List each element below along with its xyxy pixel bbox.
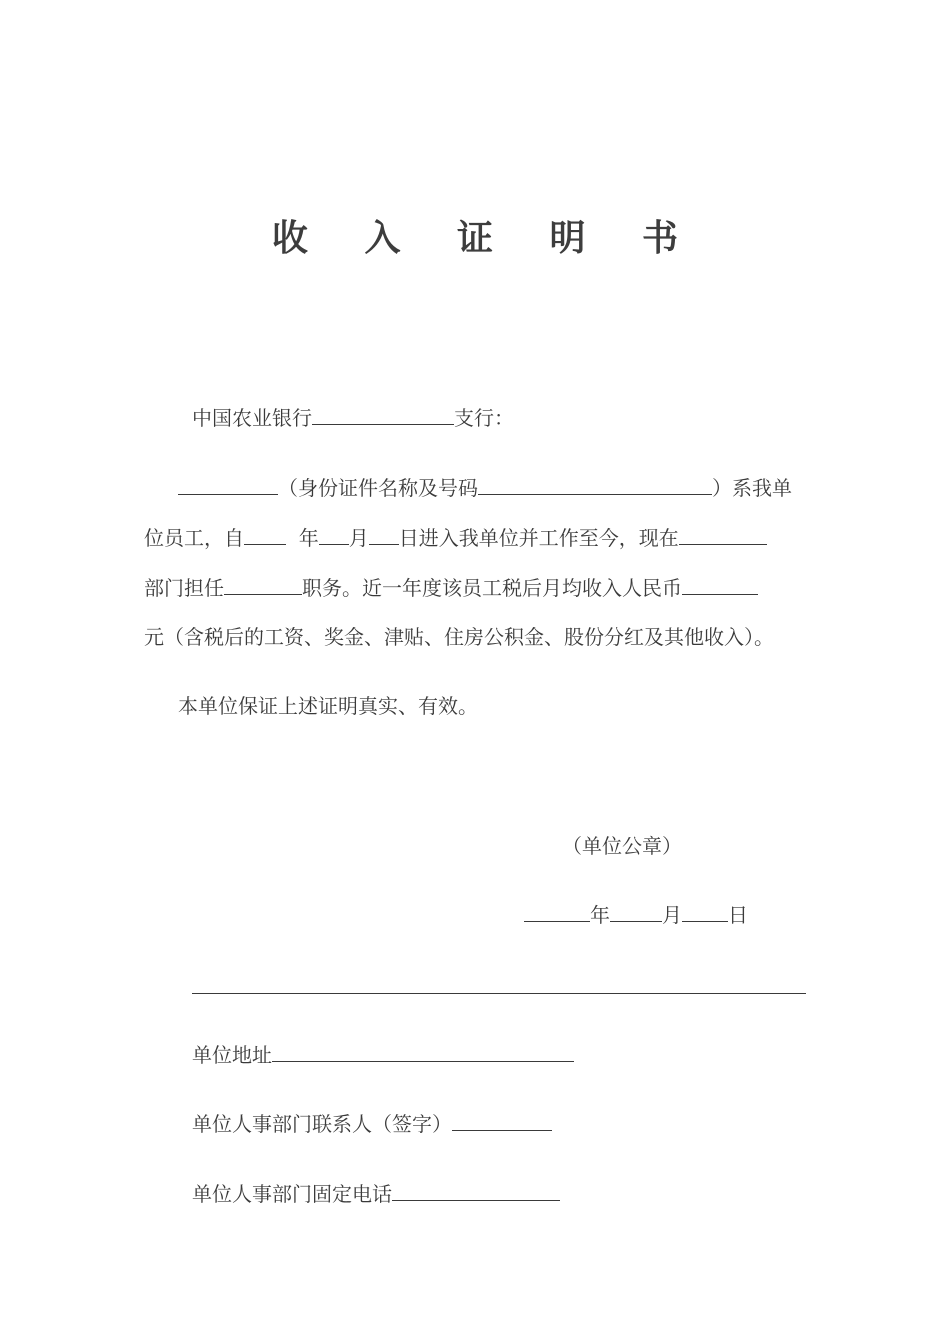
id-number-blank[interactable]: [478, 474, 712, 495]
guarantee-text: 本单位保证上述证明真实、有效。: [178, 694, 478, 718]
address-line: [192, 1041, 574, 1069]
address-label: 单位地址: [192, 1043, 272, 1067]
phone-blank[interactable]: [392, 1180, 560, 1201]
contact-line: [192, 1110, 552, 1138]
date-line: [524, 901, 748, 929]
department-text: 部门担任: [144, 576, 224, 600]
position-blank[interactable]: [224, 574, 302, 595]
id-label: （身份证件名称及号码: [278, 476, 478, 500]
income-blank[interactable]: [682, 574, 758, 595]
phone-line: [192, 1180, 560, 1208]
start-month-blank[interactable]: [319, 524, 349, 545]
branch-blank[interactable]: [312, 404, 454, 425]
start-year-blank[interactable]: [244, 524, 286, 545]
employee-since-text: 位员工，自: [144, 526, 244, 550]
employee-name-blank[interactable]: [178, 474, 278, 495]
date-month-blank[interactable]: [610, 901, 662, 922]
day-text: 日进入我单位并工作至今，现在: [398, 526, 679, 550]
date-year-label: 年: [590, 903, 610, 927]
phone-label: 单位人事部门固定电话: [192, 1182, 392, 1206]
salutation-line: [192, 404, 514, 432]
year-label: 年: [298, 526, 319, 550]
income-detail-text: 元（含税后的工资、奖金、津贴、住房公积金、股份分红及其他收入）。: [144, 625, 774, 649]
body-line-1: [178, 474, 792, 502]
bank-name: 中国农业银行: [192, 406, 312, 430]
guarantee-line: [178, 692, 478, 720]
date-day-label: 日: [728, 903, 748, 927]
month-label: 月: [348, 526, 369, 550]
address-blank[interactable]: [272, 1041, 574, 1062]
branch-label: 支行：: [454, 406, 514, 430]
seal-label: （单位公章）: [562, 834, 682, 858]
date-day-blank[interactable]: [682, 901, 728, 922]
employee-of-text: ）系我单: [712, 476, 792, 500]
start-day-blank[interactable]: [369, 524, 399, 545]
body-line-4: [144, 623, 774, 651]
date-month-label: 月: [662, 903, 682, 927]
contact-label: 单位人事部门联系人（签字）: [192, 1112, 452, 1136]
department-blank[interactable]: [679, 524, 767, 545]
date-year-blank[interactable]: [524, 901, 590, 922]
contact-blank[interactable]: [452, 1110, 552, 1131]
body-line-2: [144, 524, 767, 552]
body-line-3: [144, 574, 758, 602]
divider: [192, 993, 806, 994]
document-title: 收 入 证 明 书: [271, 218, 701, 259]
income-text: 职务。近一年度该员工税后月均收入人民币: [302, 576, 682, 600]
